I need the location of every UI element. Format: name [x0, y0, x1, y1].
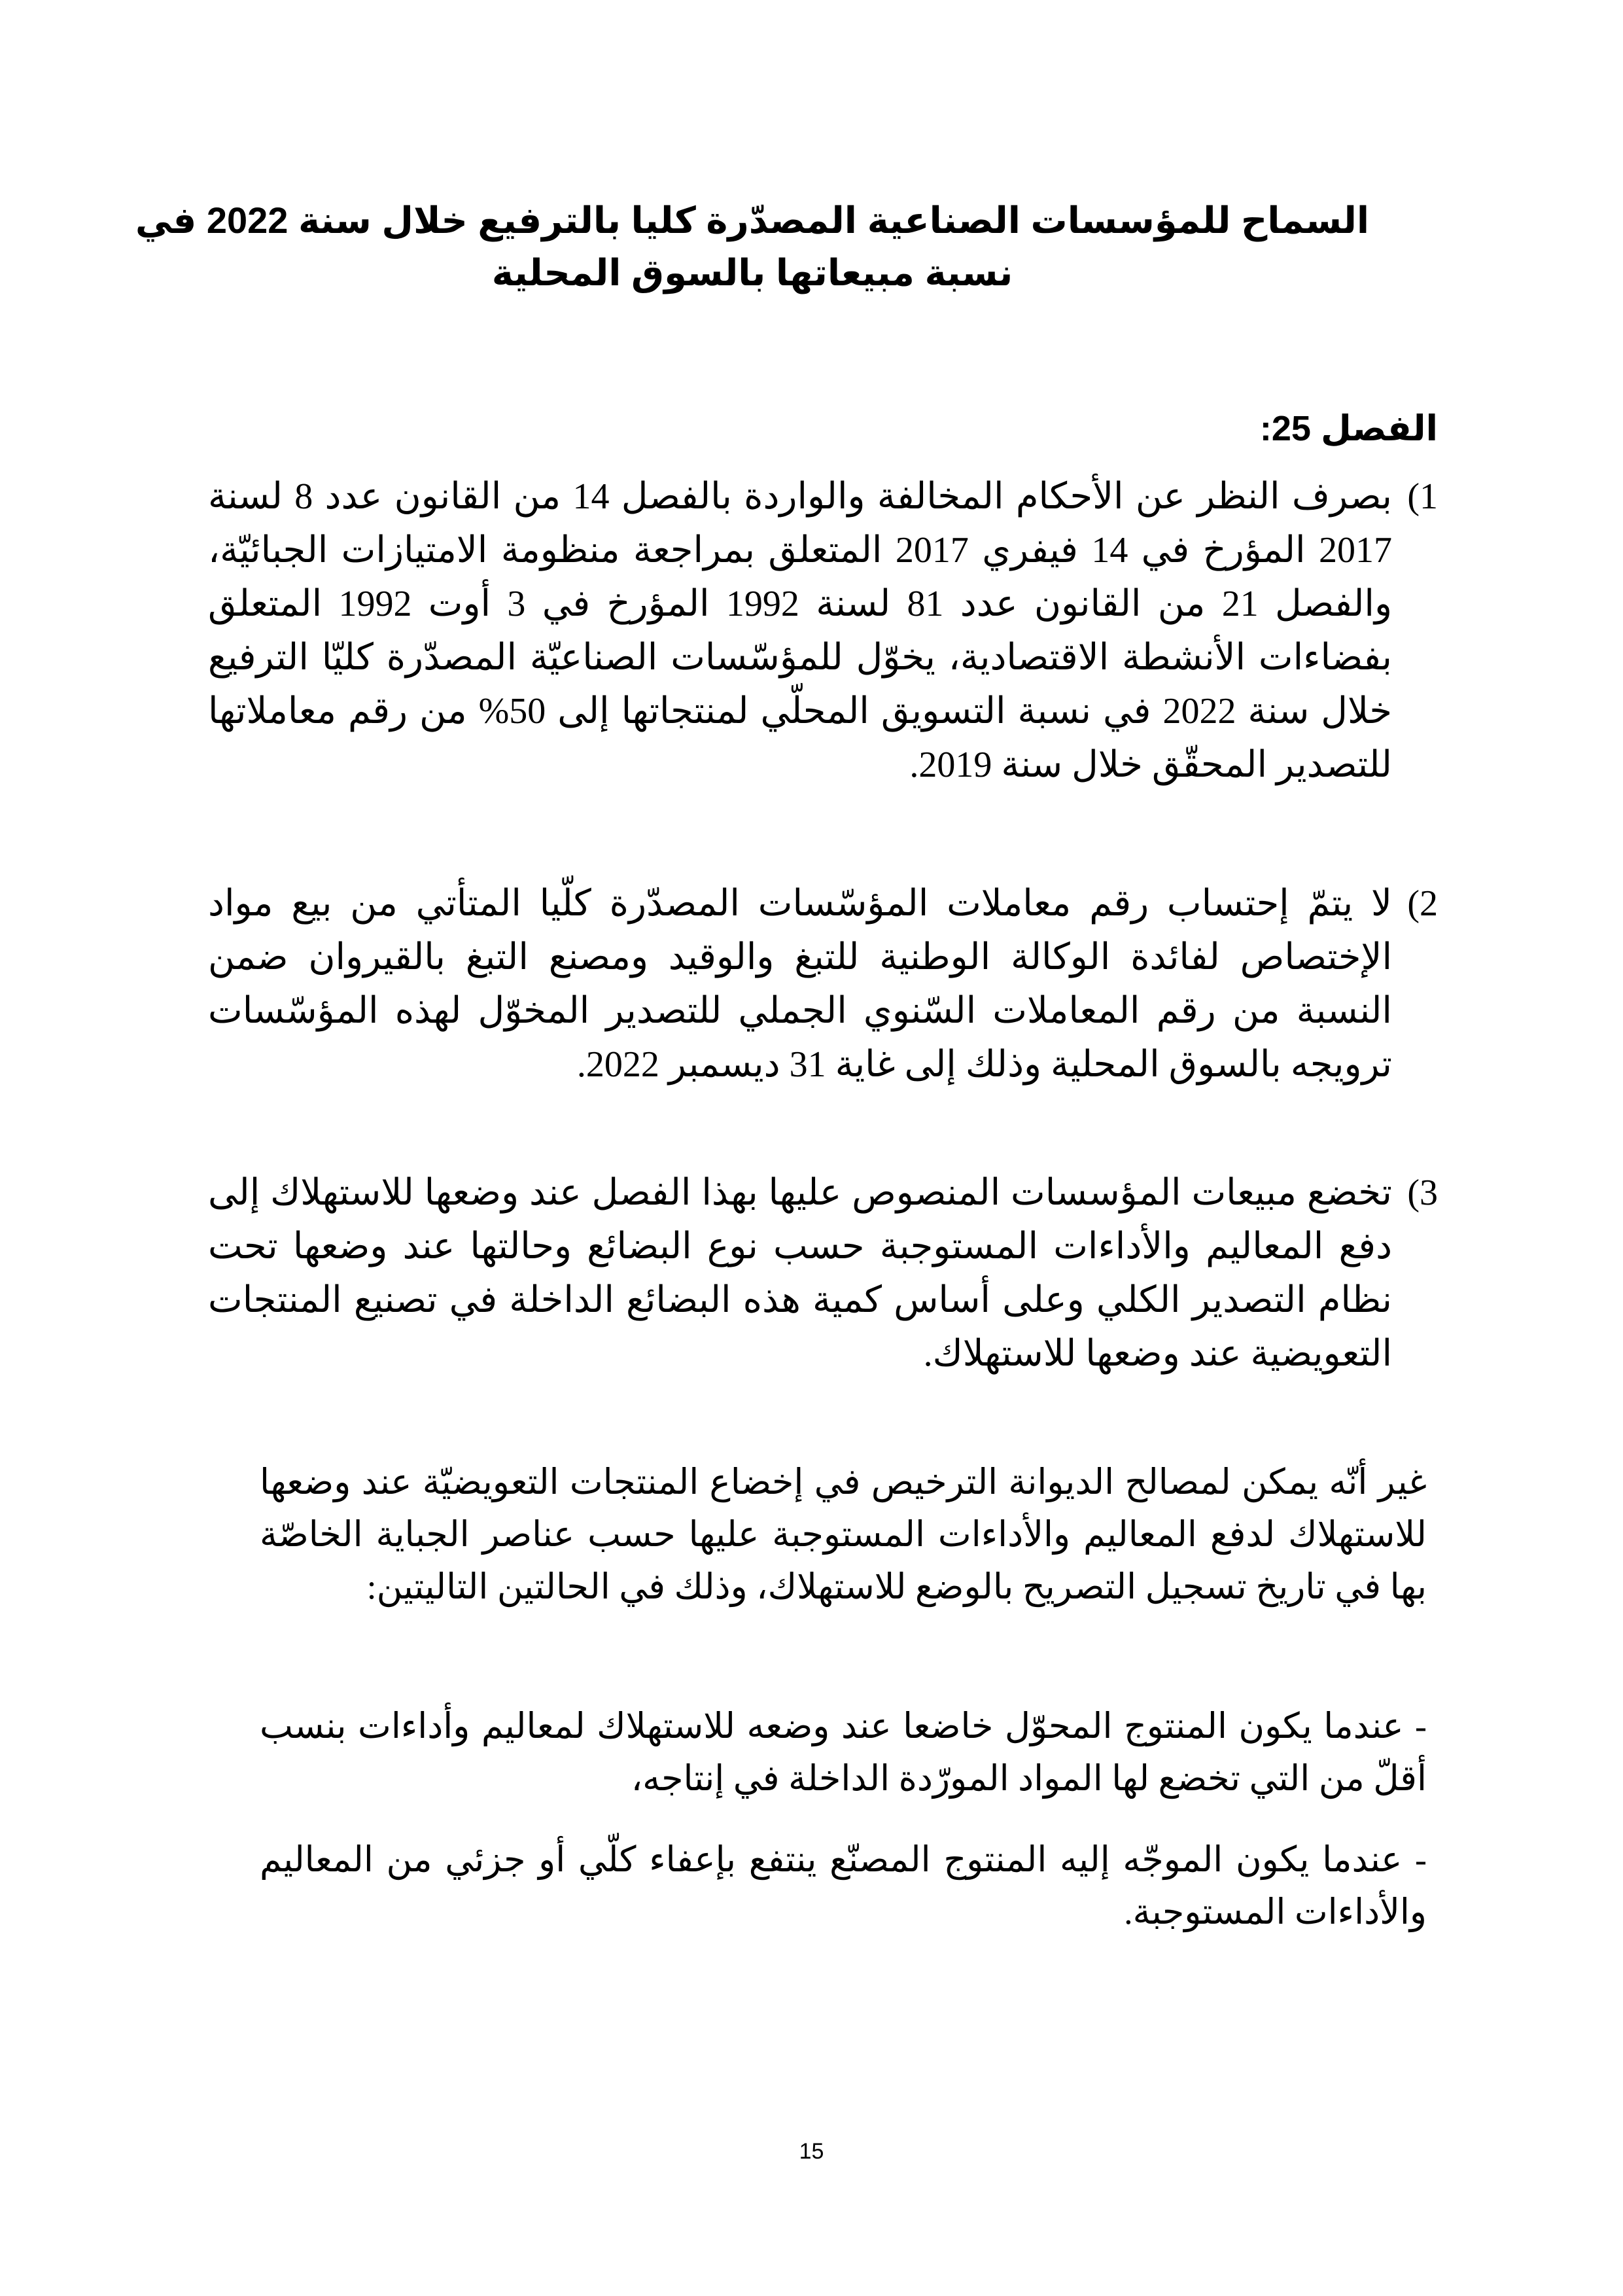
list-item-3: [208, 1166, 1438, 1381]
title-line-2: نسبة مبيعاتها بالسوق المحلية: [491, 252, 1013, 293]
paragraph-exception: غير أنّه يمكن لمصالح الديوانة الترخيص في إخضاع المنتجات التعويضيّة عند وضعها للاستهلاك لدفع المعاليم والأداءات المستوجبة عليها حسب عناصر الجباية الخاصّة بها في تاريخ تسجيل التصريح بالوضع للاستهلاك، وذلك في الحالتين التاليتين:: [260, 1462, 1427, 1606]
list-item-text: لا يتمّ إحتساب رقم معاملات المؤسّسات المصدّرة كلّيا المتأتي من بيع مواد الإختصاص لفائدة الوكالة الوطنية للتبغ والوقيد ومصنع التبغ بالقيروان ضمن النسبة من رقم المعاملات السّنوي الجملي للتصدير المخوّل لهذه المؤسّسات ترويجه بالسوق المحلية وذلك إلى غاية 31 ديسمبر 2022.: [208, 883, 1392, 1085]
paragraph-case-1: - عندما يكون المنتوج المحوّل خاضعا عند وضعه للاستهلاك لمعاليم وأداءات بنسب أقلّ من التي تخضع لها المواد المورّدة الداخلة في إنتاجه،: [260, 1706, 1427, 1798]
list-item-number: 1): [1407, 476, 1438, 517]
list-item-1: [208, 470, 1438, 792]
page-number: 15: [799, 2139, 824, 2164]
list-item-text: بصرف النظر عن الأحكام المخالفة والواردة بالفصل 14 من القانون عدد 8 لسنة 2017 المؤرخ في 14 فيفري 2017 المتعلق بمراجعة منظومة الامتيازات الجبائيّة، والفصل 21 من القانون عدد 81 لسنة 1992 المؤرخ في 3 أوت 1992 المتعلق بفضاءات الأنشطة الاقتصادية، يخوّل للمؤسّسات الصناعيّة المصدّرة كليّا الترفيع خلال سنة 2022 في نسبة التسويق المحلّي لمنتجاتها إلى 50% من رقم معاملاتها للتصدير المحقّق خلال سنة 2019.: [208, 476, 1393, 785]
paragraph-case-2: - عندما يكون الموجّه إليه المنتوج المصنّع ينتفع بإعفاء كلّي أو جزئي من المعاليم والأداءات المستوجبة.: [260, 1840, 1427, 1932]
chapter-heading: الفصل 25:: [1259, 409, 1438, 448]
title-line-1: السماح للمؤسسات الصناعية المصدّرة كليا بالترفيع خلال سنة 2022 في: [135, 200, 1370, 241]
list-item-text: تخضع مبيعات المؤسسات المنصوص عليها بهذا الفصل عند وضعها للاستهلاك إلى دفع المعاليم والأداءات المستوجبة حسب نوع البضائع وحالتها عند وضعها تحت نظام التصدير الكلي وعلى أساس كمية هذه البضائع الداخلة في تصنيع المنتجات التعويضية عند وضعها للاستهلاك.: [208, 1173, 1392, 1374]
list-item-number: 3): [1407, 1173, 1438, 1213]
list-item-2: [208, 877, 1438, 1091]
list-item-number: 2): [1407, 883, 1438, 924]
